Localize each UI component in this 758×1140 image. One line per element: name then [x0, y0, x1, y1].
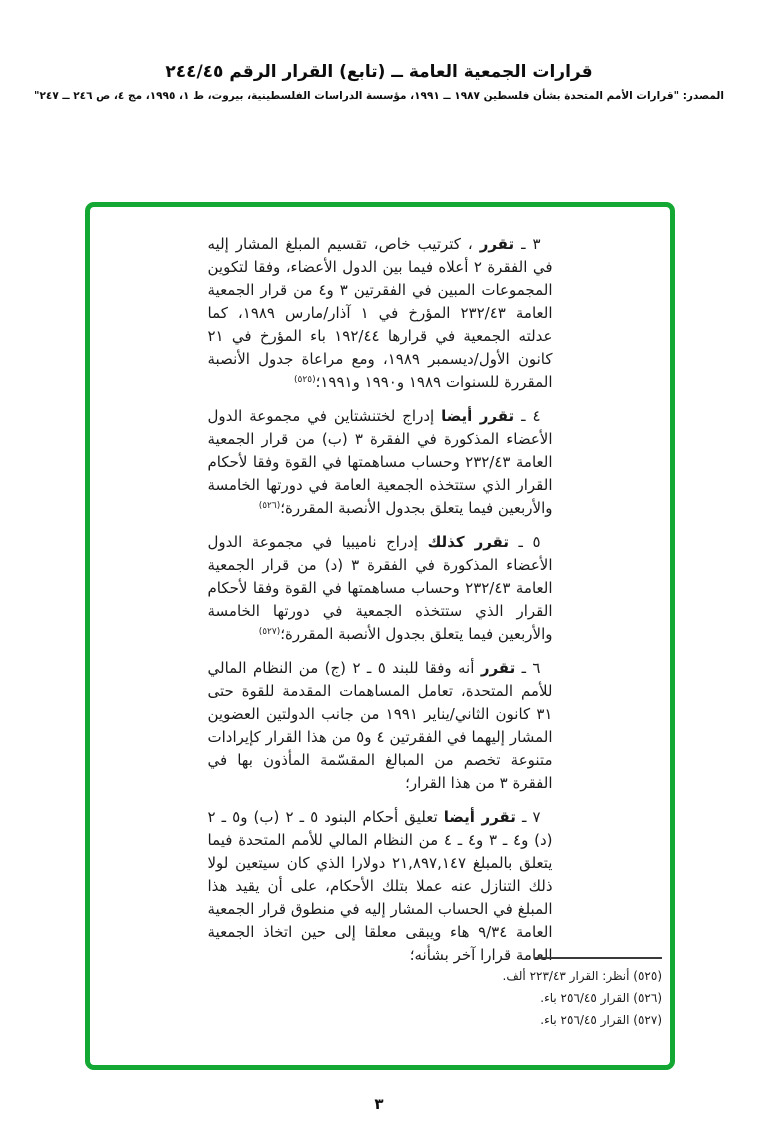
paragraph-body: أنه وفقا للبند ٥ ـ ٢ (ج) من النظام المالي للأمم المتحدة، تعامل المساهمات المقدمة للقوة حتى ٣١ كانون الثاني/يناير ١٩٩١ من جانب الدولتين العضوين المشار إليهما في الفقرتين ٤ و٥ من هذا القرار كإيرادات متنوعة تخصم من المبالغ المقسّمة المأذون بها في الفقرة ٣ من هذا القرار؛	[207, 659, 553, 792]
resolution-text	[208, 233, 553, 967]
footnote-ref: (٥٢٦)	[258, 501, 281, 511]
paragraph-lead: تقرر أيضا	[441, 407, 515, 425]
paragraph-number: ٤ ـ	[514, 407, 541, 425]
paragraph-body: تعليق أحكام البنود ٥ ـ ٢ (ب) و٥ ـ ٢ (د) و٤ ـ ٣ و٤ ـ ٤ من النظام المالي للأمم المتحدة فيما يتعلق بالمبلغ ٢١,٨٩٧,١٤٧ دولارا الذي كان سيتعين لولا ذلك التنازل عنه عملا بتلك الأحكام، على أن يقيد هذا المبلغ في الحساب المشار إليه في منطوق قرار الجمعية العامة ٩/٣٤ هاء ويبقى معلقا إلى حين اتخاذ الجمعية العامة قرارا آخر بشأنه؛	[207, 808, 553, 964]
paragraph-body: إدراج ناميبيا في مجموعة الدول الأعضاء المذكورة في الفقرة ٣ (د) من قرار الجمعية العامة ٢٣٢/٤٣ وحساب مساهمتها في القوة وفقا لأحكام القرار الذي ستتخذه الجمعية في دورتها الخامسة والأربعين فيما يتعلق بجدول الأنصبة المقررة؛	[207, 533, 553, 643]
resolution-paragraph-7	[208, 806, 553, 967]
resolution-paragraph-6	[208, 657, 553, 795]
footnote-text: القرار ٢٥٦/٤٥ باء.	[540, 1013, 634, 1027]
resolution-paragraph-5	[208, 531, 553, 646]
paragraph-body: إدراج لختنشتاين في مجموعة الدول الأعضاء المذكورة في الفقرة ٣ (ب) من قرار الجمعية العامة ٢٣٢/٤٣ وحساب مساهمتها في القوة وفقا لأحكام القرار الذي ستتخذه الجمعية العامة في دورتها الخامسة والأربعين فيما يتعلق بجدول الأنصبة المقررة؛	[207, 407, 553, 517]
paragraph-number: ٣ ـ	[514, 235, 541, 253]
footnotes	[430, 957, 662, 1031]
footnote-item	[430, 987, 662, 1009]
footnote-marker: (٥٢٧)	[633, 1013, 662, 1027]
source-line: المصدر: "قرارات الأمم المتحدة بشأن فلسطين ١٩٨٧ ــ ١٩٩١، مؤسسة الدراسات الفلسطينية، بيروت، ط ١، ١٩٩٥، مج ٤، ص ٢٤٦ ــ ٢٤٧"	[34, 90, 724, 102]
resolution-paragraph-4	[208, 405, 553, 520]
paragraph-number: ٦ ـ	[515, 659, 541, 677]
footnote-marker: (٥٢٥)	[633, 969, 662, 983]
document-frame	[85, 202, 675, 1070]
page-number: ٣	[374, 1095, 384, 1113]
paragraph-number: ٥ ـ	[508, 533, 541, 551]
footnote-ref: (٥٢٥)	[294, 375, 316, 385]
paragraph-number: ٧ ـ	[515, 808, 541, 826]
paragraph-lead: تقرر أيضا	[443, 808, 516, 826]
resolution-paragraph-3	[208, 233, 553, 394]
footnote-item	[430, 1009, 662, 1031]
footnote-item	[430, 965, 662, 987]
paragraph-lead: تقرر	[480, 659, 516, 677]
paragraph-lead: تقرر	[479, 235, 515, 253]
footnote-text: أنظر: القرار ٢٢٣/٤٣ ألف.	[502, 969, 634, 983]
paragraph-lead: تقرر كذلك	[427, 533, 509, 551]
footnote-text: القرار ٢٥٦/٤٥ باء.	[540, 991, 634, 1005]
paragraph-body: ، كترتيب خاص، تقسيم المبلغ المشار إليه في الفقرة ٢ أعلاه فيما بين الدول الأعضاء، وفقا لتكوين المجموعات المبين في الفقرتين ٣ و٤ من قرار الجمعية العامة ٢٣٢/٤٣ المؤرخ في ١ آذار/مارس ١٩٨٩، كما عدلته الجمعية في قرارها ١٩٢/٤٤ باء المؤرخ في ٢١ كانون الأول/ديسمبر ١٩٨٩، ومع مراعاة جدول الأنصبة المقررة للسنوات ١٩٨٩ و١٩٩٠ و١٩٩١؛	[207, 235, 553, 391]
footnote-ref: (٥٢٧)	[258, 627, 281, 637]
page-title: قرارات الجمعية العامة ــ (تابع) القرار الرقم ٢٤٤/٤٥	[165, 62, 593, 82]
footnote-marker: (٥٢٦)	[633, 991, 662, 1005]
footnote-separator	[534, 957, 662, 959]
